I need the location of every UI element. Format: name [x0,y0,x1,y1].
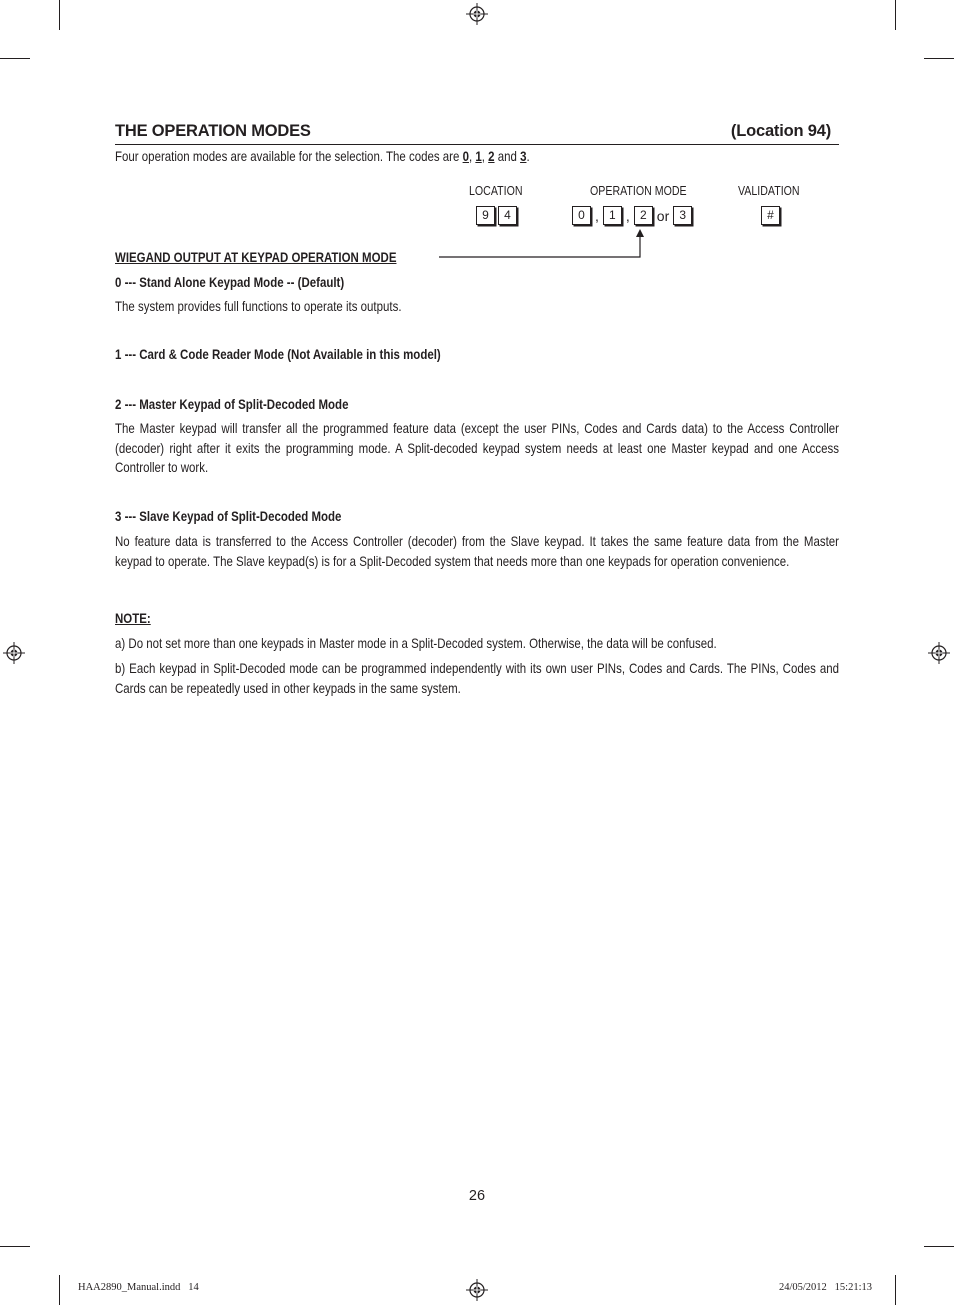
key-0: 0 [572,206,591,225]
page-title: THE OPERATION MODES [115,122,311,140]
intro-paragraph: Four operation modes are available for the selection. The codes are 0, 1, 2 and 3. [115,148,530,164]
operation-mode-label: OPERATION MODE [590,184,687,198]
code-0: 0 [462,148,469,164]
location-reference: (Location 94) [730,122,831,140]
key-4: 4 [498,206,517,225]
location-keys [476,206,517,225]
key-hash: # [761,206,780,225]
validation-label: VALIDATION [738,184,800,198]
note-a: a) Do not set more than one keypads in Master mode in a Split-Decoded system. Otherwise, the data will be confused. [115,635,717,651]
page-number: 26 [468,1188,486,1204]
timestamp-slug: 24/05/2012 15:21:13 [778,1282,872,1293]
validation-keys [761,206,780,225]
file-slug: HAA2890_Manual.indd 14 [78,1282,199,1293]
mode-0-body: The system provides full functions to operate its outputs. [115,298,402,314]
code-2: 2 [488,148,495,164]
mode-1-heading: 1 --- Card & Code Reader Mode (Not Available in this model) [115,346,441,362]
wiegand-heading: WIEGAND OUTPUT AT KEYPAD OPERATION MODE [115,249,397,265]
mode-3-body: No feature data is transferred to the Access Controller (decoder) from the Slave keypad. It takes the same feature data from the Master keypad to operate. The Slave keypad(s) is for a Split-Decoded system that needs more than one keypads for operation convenience. [115,533,839,569]
key-2: 2 [634,206,653,225]
key-9: 9 [476,206,495,225]
crop-mark [895,0,896,30]
location-label: LOCATION [469,184,523,198]
registration-mark-icon [3,642,25,664]
crop-mark [59,1275,60,1305]
key-3: 3 [673,206,692,225]
mode-3-heading: 3 --- Slave Keypad of Split-Decoded Mode [115,508,342,524]
section-header [115,121,839,145]
crop-mark [59,0,60,30]
mode-0-heading: 0 --- Stand Alone Keypad Mode -- (Default) [115,274,345,290]
code-1: 1 [475,148,482,164]
crop-mark [0,58,30,59]
crop-mark [924,58,954,59]
crop-mark [0,1246,30,1247]
key-1: 1 [603,206,622,225]
registration-mark-icon [466,3,488,25]
note-heading: NOTE: [115,610,151,626]
operation-mode-keys: 0 , 1 , 2 or 3 [572,206,692,225]
crop-mark [895,1275,896,1305]
code-3: 3 [520,148,527,164]
mode-2-body: The Master keypad will transfer all the programmed feature data (except the user PINs, Codes and Cards data) to the Access Controller (decoder) right after it exits the programming mode. A Split-decoded keypad system needs at least one Master keypad and one Access Controller to work. [115,420,839,476]
registration-mark-icon [928,642,950,664]
mode-2-heading: 2 --- Master Keypad of Split-Decoded Mode [115,396,349,412]
registration-mark-icon [466,1279,488,1301]
crop-mark [924,1246,954,1247]
note-b: b) Each keypad in Split-Decoded mode can be programmed independently with its own user PINs, Codes and Cards. The PINs, Codes and Cards can be repeatedly used in other keypads in the same system. [115,660,839,696]
